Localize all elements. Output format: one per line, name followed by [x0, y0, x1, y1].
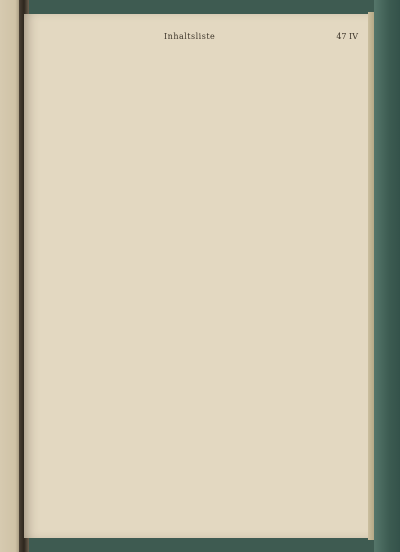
- cover-cloth: [374, 0, 400, 552]
- facing-page-text: [2, 44, 20, 522]
- running-title: Inhaltsliste: [164, 32, 216, 41]
- index-page: [24, 14, 368, 538]
- index-column-3: [190, 58, 266, 536]
- page-number: 47 IV: [336, 32, 358, 41]
- index-column-4: [270, 58, 346, 536]
- index-column-1: [30, 58, 106, 536]
- page-header: [24, 32, 368, 44]
- index-column-2: [110, 58, 186, 536]
